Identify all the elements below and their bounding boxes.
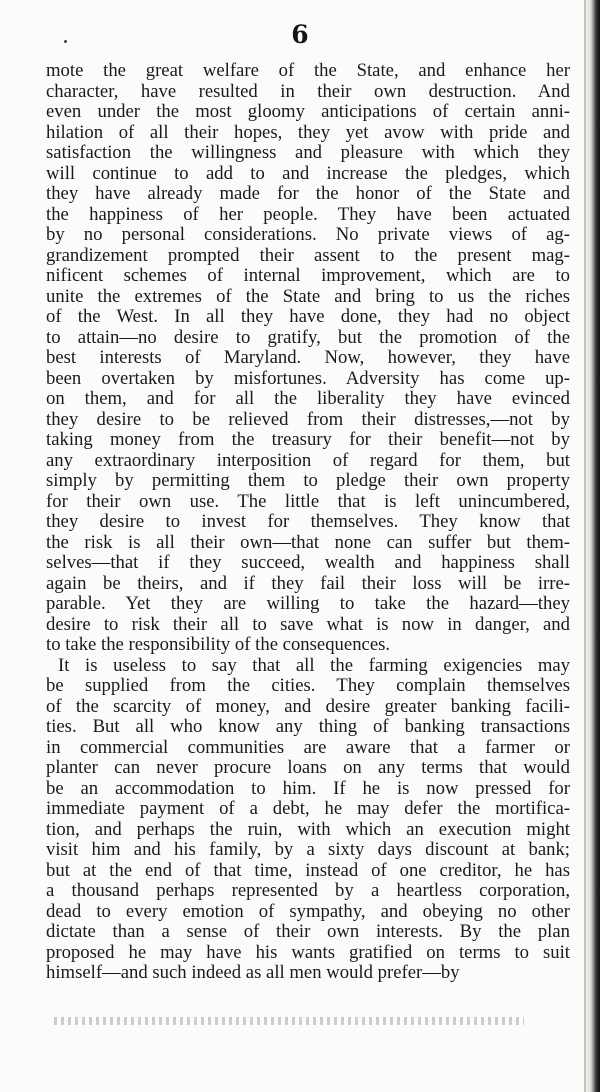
text-line: visit him and his family, by a sixty days discount at bank; <box>46 840 570 860</box>
text-line: even under the most gloomy anticipations of certain anni- <box>46 102 570 122</box>
text-line: unite the extremes of the State and bring to us the riches <box>46 286 570 307</box>
text-line: any extraordinary interposition of regard for them, but <box>46 450 570 471</box>
text-line: dead to every emotion of sympathy, and obeying no other <box>46 901 570 922</box>
body-text <box>46 61 570 984</box>
page-damage-mark <box>54 1017 524 1025</box>
text-line: satisfaction the willingness and pleasure with which they <box>46 143 570 163</box>
text-line: the happiness of her people. They have been actuated <box>46 204 570 225</box>
text-line: they desire to invest for themselves. They know that <box>46 512 570 532</box>
text-line: mote the great welfare of the State, and enhance her <box>46 61 570 81</box>
text-line: character, have resulted in their own destruction. And <box>46 81 570 102</box>
text-line: grandizement prompted their assent to the present mag- <box>46 245 570 266</box>
text-line: immediate payment of a debt, he may defer the mortifica- <box>46 799 570 819</box>
text-line: a thousand perhaps represented by a heartless corporation, <box>46 881 570 901</box>
text-line: by no personal considerations. No private views of ag- <box>46 225 570 245</box>
text-line: for their own use. The little that is left unincumbered, <box>46 491 570 512</box>
text-line: of the scarcity of money, and desire greater banking facili- <box>46 696 570 717</box>
text-line: to attain—no desire to gratify, but the promotion of the <box>46 327 570 348</box>
text-line: they have already made for the honor of the State and <box>46 184 570 204</box>
text-line: parable. Yet they are willing to take the hazard—they <box>46 594 570 614</box>
text-line: the risk is all their own—that none can suffer but them- <box>46 532 570 553</box>
text-line: ties. But all who know any thing of banking transactions <box>46 717 570 737</box>
page-binding-edge <box>586 0 600 1092</box>
text-line: but at the end of that time, instead of one creditor, he has <box>46 860 570 881</box>
paragraph <box>46 656 570 984</box>
text-line: they desire to be relieved from their distresses,—not by <box>46 409 570 430</box>
paragraph <box>46 61 570 656</box>
text-line: simply by permitting them to pledge their own property <box>46 471 570 491</box>
paper-speck <box>64 40 67 43</box>
text-line: best interests of Maryland. Now, however, they have <box>46 348 570 368</box>
page-number: 6 <box>291 20 309 49</box>
text-line: planter can never procure loans on any terms that would <box>46 758 570 778</box>
text-line: be supplied from the cities. They complain themselves <box>46 676 570 696</box>
text-line: on them, and for all the liberality they have evinced <box>46 389 570 409</box>
text-line: desire to risk their all to save what is now in danger, and <box>46 614 570 635</box>
text-line: proposed he may have his wants gratified on terms to suit <box>46 942 570 963</box>
text-line: nificent schemes of internal improvement, which are to <box>46 266 570 286</box>
text-line: to take the responsibility of the consequences. <box>46 635 391 655</box>
text-line: will continue to add to and increase the pledges, which <box>46 163 570 184</box>
text-line: hilation of all their hopes, they yet avow with pride and <box>46 122 570 143</box>
text-line: himself—and such indeed as all men would prefer—by <box>46 963 460 983</box>
text-line: dictate than a sense of their own interests. By the plan <box>46 922 570 942</box>
text-line: been overtaken by misfortunes. Adversity has come up- <box>46 368 570 389</box>
text-line: taking money from the treasury for their benefit—not by <box>46 430 570 450</box>
text-line: in commercial communities are aware that a farmer or <box>46 737 570 758</box>
text-line: selves—that if they succeed, wealth and happiness shall <box>46 553 570 573</box>
text-line: tion, and perhaps the ruin, with which an execution might <box>46 819 570 840</box>
text-line: of the West. In all they have done, they had no object <box>46 307 570 327</box>
text-line: be an accommodation to him. If he is now pressed for <box>46 778 570 799</box>
text-line: It is useless to say that all the farming exigencies may <box>58 655 570 676</box>
text-line: again be theirs, and if they fail their loss will be irre- <box>46 573 570 594</box>
